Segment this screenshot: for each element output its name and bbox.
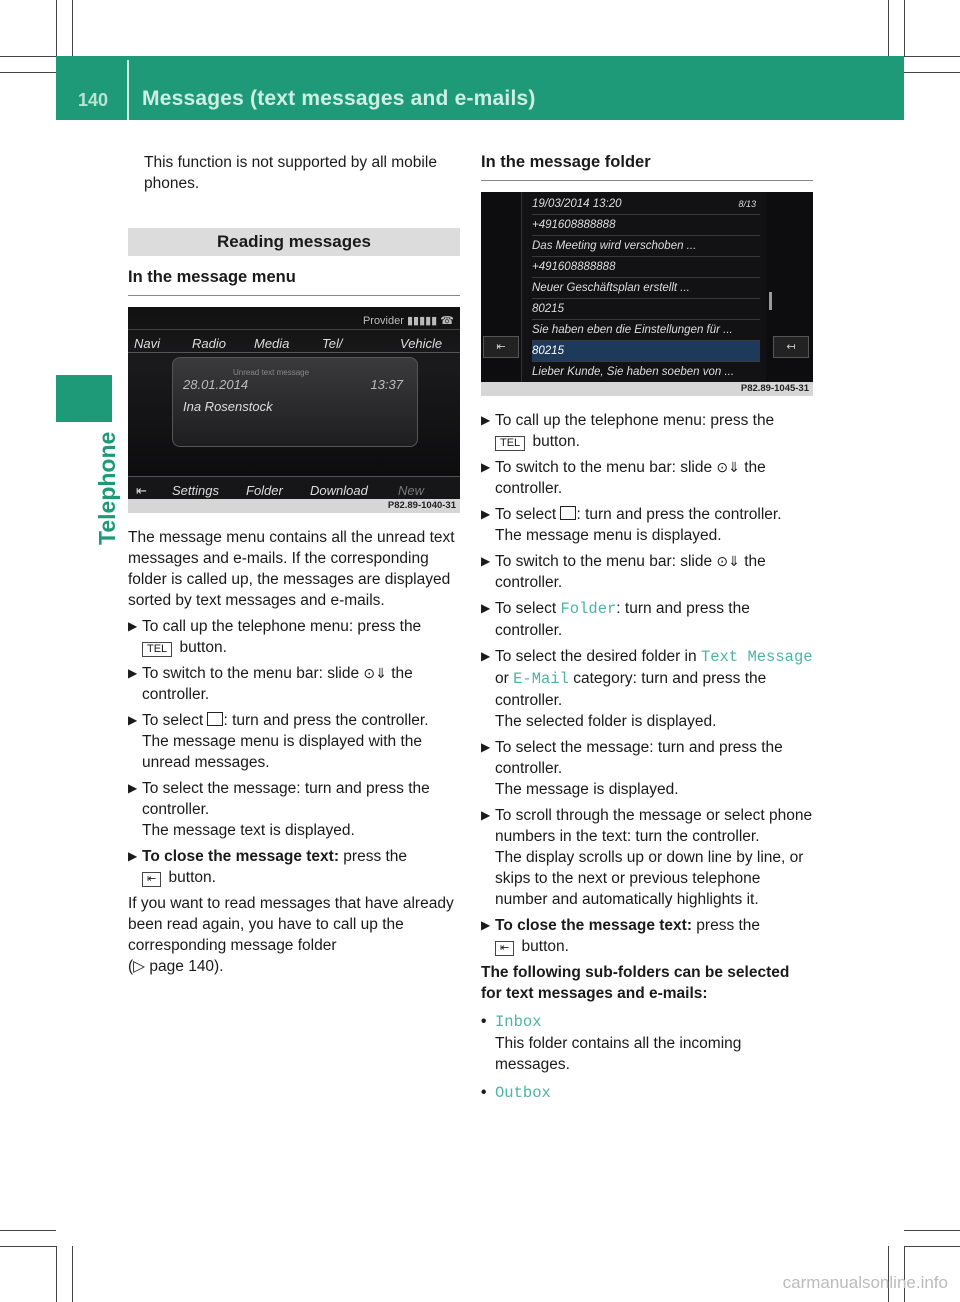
step-arrow-icon: ▶ xyxy=(481,649,491,663)
screenshot-caption: P82.89-1040-31 xyxy=(128,499,460,513)
subheading-message-folder: In the message folder xyxy=(481,152,813,181)
list-row: Neuer Geschäftsplan erstellt ... xyxy=(532,278,760,299)
step: ▶ To select Folder: turn and press the controller. xyxy=(481,600,750,639)
crop-mark xyxy=(904,0,905,56)
step-arrow-icon: ▶ xyxy=(481,601,491,615)
crop-mark xyxy=(0,56,56,57)
step: ▶ To switch to the menu bar: slide ⊙⇓ the controller. xyxy=(481,459,766,497)
step-arrow-icon: ▶ xyxy=(128,781,138,795)
crop-mark xyxy=(904,1246,960,1247)
bottom-item: Folder xyxy=(246,483,283,498)
envelope-icon xyxy=(207,712,223,726)
step: ▶ To select the message: turn and press the controller. The message text is displayed. xyxy=(128,780,430,839)
tel-key-icon: TEL xyxy=(495,436,525,451)
crop-mark xyxy=(0,1230,56,1231)
subheading-message-menu: In the message menu xyxy=(128,267,460,296)
list-row: +491608888888 xyxy=(532,257,760,278)
bottom-item: Settings xyxy=(172,483,219,498)
menu-item: Media xyxy=(254,336,290,351)
message-list-panel xyxy=(521,192,766,382)
folder-label: Folder xyxy=(560,600,617,618)
list-item: • Inbox This folder contains all the incoming messages. xyxy=(481,1013,742,1073)
tel-key-icon: TEL xyxy=(142,642,172,657)
envelope-icon xyxy=(560,506,576,520)
text-message-label: Text Message xyxy=(700,648,813,666)
menu-item: Navi xyxy=(134,336,161,351)
screenshot-caption: P82.89-1045-31 xyxy=(481,382,813,396)
screen-bottom-bar xyxy=(128,476,460,499)
list-row: Lieber Kunde, Sie haben soeben von ... xyxy=(532,362,760,382)
bottom-item: Download xyxy=(310,483,368,498)
back-icon: ⇤ xyxy=(136,483,147,498)
email-label: E-Mail xyxy=(513,670,569,688)
step-arrow-icon: ▶ xyxy=(128,666,138,680)
list-row-selected: 80215 xyxy=(532,341,760,362)
step: ▶ To call up the telephone menu: press the TEL button. xyxy=(481,412,775,450)
message-card xyxy=(172,357,418,447)
page-title: Messages (text messages and e-mails) xyxy=(142,87,536,110)
crop-mark xyxy=(56,0,57,56)
card-time: 13:37 xyxy=(370,377,403,392)
step: ▶ To select : turn and press the controller. The message menu is displayed with the unread messages. xyxy=(128,712,429,771)
crop-mark xyxy=(56,1246,57,1302)
list-row: 19/03/2014 13:20 8/13 xyxy=(532,194,760,215)
provider-label: Provider xyxy=(362,315,404,327)
back-key-icon: ⇤ xyxy=(495,941,514,956)
step: ▶ To close the message text: press the ⇤ button. xyxy=(481,917,761,955)
crop-mark xyxy=(72,1246,73,1302)
bullet-icon: • xyxy=(481,1013,487,1030)
bullet-icon: • xyxy=(481,1084,487,1101)
step-arrow-icon: ▶ xyxy=(481,808,491,822)
list-row: Sie haben eben die Einstellungen für ... xyxy=(532,320,760,341)
controller-slide-icon: ⊙⇓ xyxy=(716,459,740,475)
list-row: 80215 xyxy=(532,299,760,320)
step-arrow-icon: ▶ xyxy=(481,918,491,932)
bottom-item: New xyxy=(398,483,425,498)
step: ▶ To switch to the menu bar: slide ⊙⇓ the controller. xyxy=(128,665,413,703)
watermark: carmanualsonline.info xyxy=(782,1273,948,1292)
menu-item: Radio xyxy=(192,336,226,351)
controller-slide-icon: ⊙⇓ xyxy=(363,665,387,681)
step: ▶ To call up the telephone menu: press the TEL button. xyxy=(128,618,422,656)
side-tab-label: Telephone xyxy=(94,431,120,545)
step-arrow-icon: ▶ xyxy=(128,619,138,633)
card-date: 28.01.2014 xyxy=(183,377,249,392)
page-ref-icon: ▷ xyxy=(133,958,146,975)
step: ▶ To close the message text: press the ⇤ button. xyxy=(128,848,408,886)
crop-mark xyxy=(904,72,960,73)
screenshot-message-menu xyxy=(128,307,460,499)
controller-slide-icon: ⊙⇓ xyxy=(716,553,740,569)
step: ▶ To switch to the menu bar: slide ⊙⇓ the controller. xyxy=(481,553,766,591)
paragraph: If you want to read messages that have already been read again, you have to call up the corresponding message folder (▷ page 140). xyxy=(128,895,454,975)
inbox-label: Inbox xyxy=(495,1013,542,1031)
crop-mark xyxy=(888,0,889,56)
crop-mark xyxy=(0,72,56,73)
header-divider xyxy=(127,60,129,120)
card-sender: Ina Rosenstock xyxy=(183,399,273,414)
step-arrow-icon: ▶ xyxy=(128,713,138,727)
screen-menu-bar xyxy=(128,329,460,353)
page-number: 140 xyxy=(78,90,109,110)
forward-button-icon: ↤ xyxy=(773,336,809,358)
step: ▶ To select : turn and press the controller. The message menu is displayed. xyxy=(481,506,782,544)
crop-mark xyxy=(904,1230,960,1231)
back-key-icon: ⇤ xyxy=(142,872,161,887)
menu-item: Tel/ xyxy=(322,336,343,351)
step-arrow-icon: ▶ xyxy=(481,554,491,568)
left-column xyxy=(128,152,460,977)
back-button-icon: ⇤ xyxy=(483,336,519,358)
card-hint: Unread text message xyxy=(233,368,310,377)
intro-text: This function is not supported by all mobile phones. xyxy=(144,154,437,192)
subfolders-heading: The following sub-folders can be selected for text messages and e-mails: xyxy=(481,964,790,1002)
step-arrow-icon: ▶ xyxy=(128,849,138,863)
list-item xyxy=(481,1082,813,1104)
status-bar: Provider ▮▮▮▮▮ ☎ xyxy=(362,315,454,327)
list-row: +491608888888 xyxy=(532,215,760,236)
scrollbar xyxy=(769,292,772,310)
step: ▶ To select the message: turn and press the controller. The message is displayed. xyxy=(481,739,783,798)
screenshot-message-folder xyxy=(481,192,813,382)
step-arrow-icon: ▶ xyxy=(481,740,491,754)
list-row: Das Meeting wird verschoben ... xyxy=(532,236,760,257)
step-arrow-icon: ▶ xyxy=(481,507,491,521)
crop-mark xyxy=(904,56,960,57)
step: ▶ To select the desired folder in Text Message or E-Mail category: turn and press the controller. The selected folder is displayed. xyxy=(481,648,813,730)
step-arrow-icon: ▶ xyxy=(481,460,491,474)
crop-mark xyxy=(0,1246,56,1247)
step: ▶ To scroll through the message or select phone numbers in the text: turn the controller. The display scrolls up or down line by line, or skips to the next or previous telephone number and automatically highlights it. xyxy=(481,807,813,908)
outbox-label: Outbox xyxy=(495,1084,551,1102)
section-heading: Reading messages xyxy=(128,228,460,256)
crop-mark xyxy=(72,0,73,56)
menu-item: Vehicle xyxy=(400,336,443,351)
step-arrow-icon: ▶ xyxy=(481,413,491,427)
right-column xyxy=(481,152,813,1104)
side-tab-block xyxy=(56,375,112,422)
paragraph: The message menu contains all the unread text messages and e-mails. If the corresponding folder is called up, the messages are displayed sorted by text messages and e-mails. xyxy=(128,529,455,609)
